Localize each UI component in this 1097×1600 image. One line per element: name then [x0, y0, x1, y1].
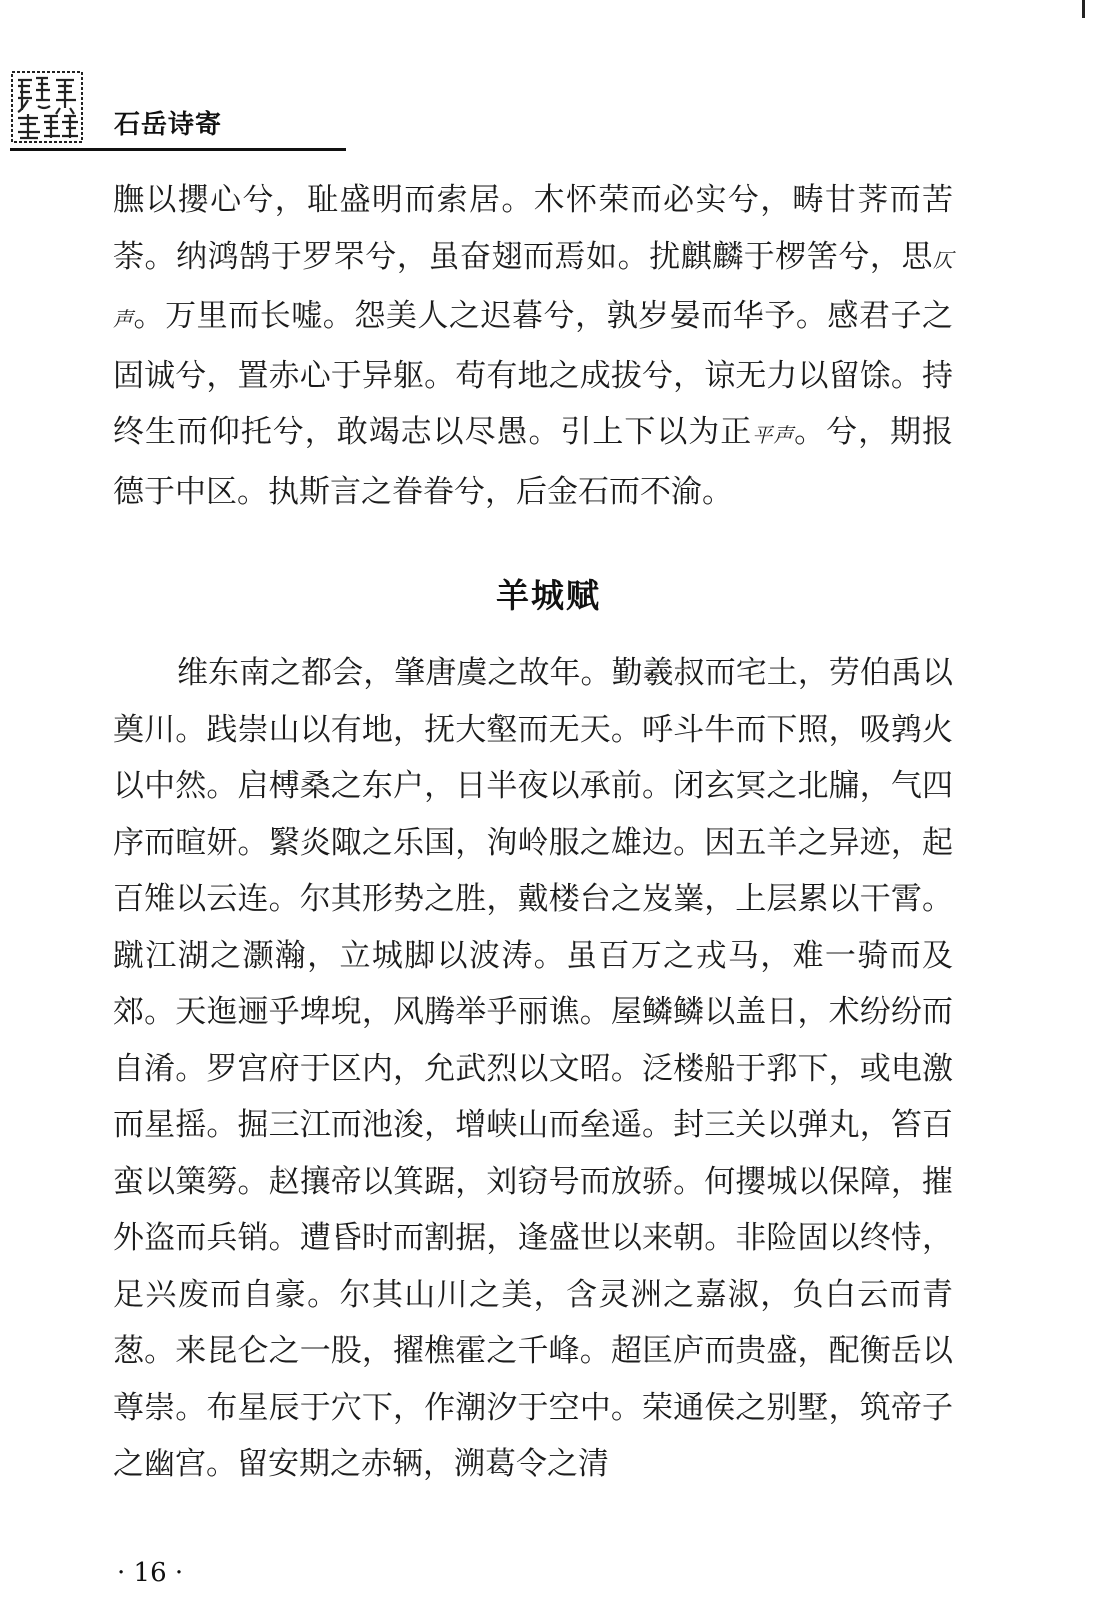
header-rule — [10, 148, 346, 151]
passage-text: 。万里而长嘘。怨美人之迟暮兮，孰岁晏而华予。感君子之固诚兮，置赤心于异躯。苟有地之成拔兮，谅无力以留馀。持终生而仰托兮，敢竭志以尽愚。引上下以为正 — [113, 298, 954, 450]
running-head-title: 石岳诗寄 — [114, 110, 223, 140]
section-title: 羊城赋 — [496, 576, 601, 615]
tone-annotation: 仄声 — [113, 247, 953, 331]
tone-annotation: 平声 — [752, 423, 795, 447]
seal-stamp-icon — [10, 70, 84, 144]
corner-mark — [1082, 0, 1085, 18]
continued-passage — [113, 172, 953, 520]
rhapsody-body: 维东南之都会，肇唐虞之故年。勤羲叔而宅土，劳伯禹以奠川。践崇山以有地，抚大壑而无天。呼斗牛而下照，吸鹑火以中然。启榑桑之东户，日半夜以承前。闭玄冥之北牖，气四序而暄妍。繄炎陬之乐国，洵岭服之雄边。因五羊之异迹，起百雉以云连。尔其形势之胜，戴楼台之岌嶪，上层累以干霄。蹴江湖之灏瀚，立城脚以波涛。虽百万之戎马，难一骑而及郊。天迤逦乎埤堄，风腾举乎丽谯。屋鳞鳞以盖日，术纷纷而自淆。罗宫府于区内，允武烈以文昭。泛楼船于郛下，或电激而星摇。掘三江而池浚，增峡山而垒遥。封三关以弹丸，笞百蛮以篥簩。赵攘帝以箕踞，刘窃号而放骄。何攖城以保障，摧外盗而兵销。遭昏时而割据，逢盛世以来朝。非险固以终恃，足兴废而自豪。尔其山川之美，含灵洲之嘉淑，负白云而青葱。来昆仑之一股，擢樵霍之千峰。超匡庐而贵盛，配衡岳以尊崇。布星辰于穴下，作潮汐于空中。荣通侯之别墅，筑帝子之幽宫。留安期之赤辆，溯葛令之清 — [113, 655, 953, 1482]
passage-text: 。兮，期报德于中区。执斯言之眷眷兮，后金石而不渝。 — [113, 414, 954, 510]
passage-text: 膴以攖心兮，耻盛明而索居。木怀荣而必实兮，畴甘荠而苦荼。纳鸿鹄于罗罘兮，虽奋翅而焉如。扰麒麟于椤筈兮，思 — [113, 182, 953, 275]
page-number: · 16 · — [117, 1558, 184, 1588]
